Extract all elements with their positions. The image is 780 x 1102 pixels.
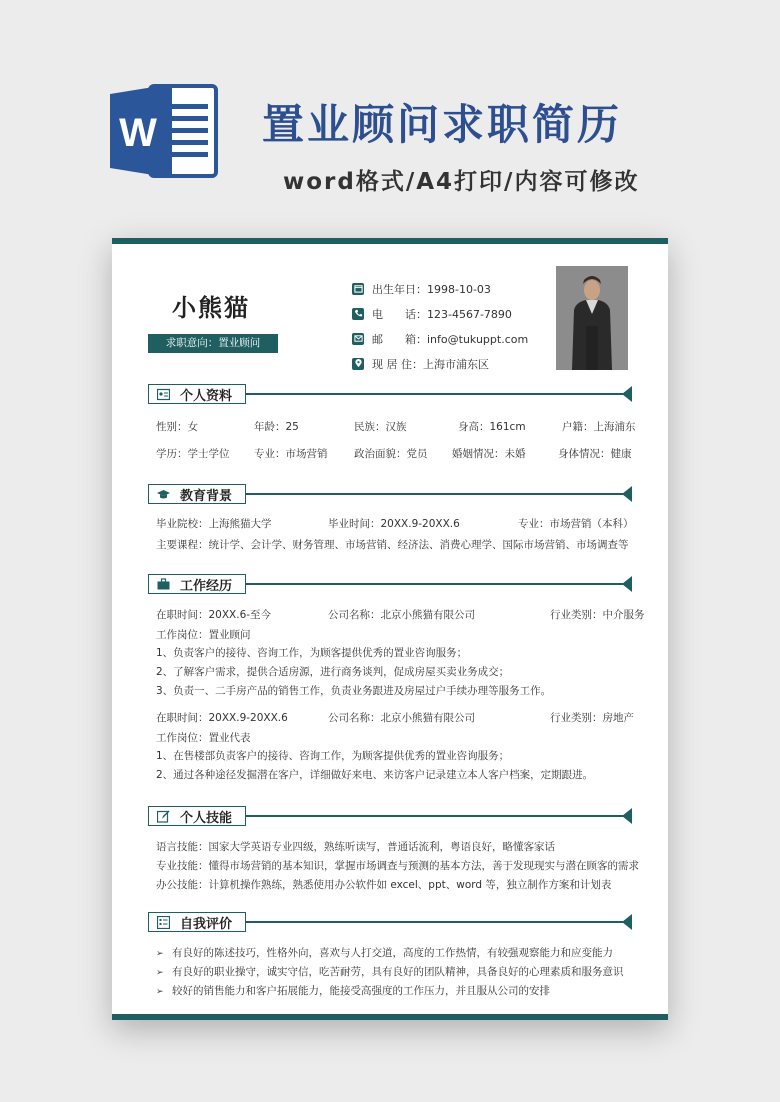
education-school: 毕业院校：上海熊猫大学: [156, 518, 272, 530]
info-email: 邮 箱：info@tukuppt.com: [372, 332, 529, 346]
evaluation-item: ➢ 较好的销售能力和客户拓展能力，能接受高强度的工作压力，并且服从公司的安排: [156, 985, 550, 997]
info-row-email: [352, 326, 528, 351]
personal-gender: 性别：女: [156, 421, 198, 433]
briefcase-icon: [157, 578, 170, 591]
section-divider: [246, 921, 624, 923]
section-divider: [246, 583, 624, 585]
arrow-bullet-icon: ➢: [156, 949, 164, 959]
personal-politics: 政治面貌：党员: [354, 448, 428, 460]
personal-marital: 婚姻情况：未婚: [452, 448, 526, 460]
phone-icon: [352, 308, 364, 320]
personal-degree: 学历：学士学位: [156, 448, 230, 460]
job1-industry: 行业类别：中介服务: [550, 609, 645, 621]
info-address: 现 居 住：上海市浦东区: [372, 357, 489, 371]
job2-time: 在职时间：20XX.9-20XX.6: [156, 712, 288, 724]
personal-ethnicity: 民族：汉族: [354, 421, 407, 433]
section-arrow: [622, 808, 632, 824]
job1-duty: 2、了解客户需求，提供合适房源，进行商务谈判，促成房屋买卖业务成交；: [156, 666, 510, 678]
document-list-icon: [157, 916, 170, 929]
section-divider: [246, 815, 624, 817]
job2-company: 公司名称：北京小熊猫有限公司: [328, 712, 475, 724]
section-work-title: 工作经历: [180, 578, 233, 594]
job2-duty: 2、通过各种途径发掘潜在客户，详细做好来电、来访客户记录建立本人客户档案，定期跟进。: [156, 769, 594, 781]
section-personal-title: 个人资料: [180, 388, 233, 404]
job1-duty: 1、负责客户的接待、咨询工作，为顾客提供优秀的置业咨询服务；: [156, 647, 468, 659]
education-major: 专业：市场营销（本科）: [518, 518, 634, 530]
banner-subtitle: word格式/A4打印/内容可修改: [283, 169, 640, 195]
section-divider: [246, 393, 624, 395]
section-evaluation-title: 自我评价: [180, 916, 233, 932]
info-row-address: [352, 351, 528, 376]
edit-icon: [157, 810, 170, 823]
arrow-bullet-icon: ➢: [156, 968, 164, 978]
section-arrow: [622, 486, 632, 502]
skill-language: 语言技能：国家大学英语专业四级，熟练听读写，普通话流利，粤语良好，略懂客家话: [156, 841, 555, 853]
section-arrow: [622, 914, 632, 930]
job1-time: 在职时间：20XX.6-至今: [156, 609, 272, 621]
svg-text:W: W: [119, 111, 157, 155]
job1-duty: 3、负责一、二手房产品的销售工作，负责业务跟进及房屋过户手续办理等服务工作。: [156, 685, 552, 697]
job2-position: 工作岗位：置业代表: [156, 732, 251, 744]
section-work-header: [148, 574, 632, 594]
word-logo-icon: [110, 82, 222, 180]
mail-icon: [352, 333, 364, 345]
evaluation-item: ➢ 有良好的职业操守，诚实守信，吃苦耐劳，具有良好的团队精神，具备良好的心理素质和服务意识: [156, 966, 624, 978]
section-divider: [246, 493, 624, 495]
section-arrow: [622, 386, 632, 402]
candidate-name: 小熊猫: [172, 294, 250, 322]
section-education-title: 教育背景: [180, 488, 233, 504]
location-icon: [352, 358, 364, 370]
personal-height: 身高：161cm: [458, 421, 526, 433]
personal-health: 身体情况：健康: [558, 448, 632, 460]
education-courses: 主要课程：统计学、会计学、财务管理、市场营销、经济法、消费心理学、国际市场营销、市场调查等: [156, 539, 629, 551]
education-time: 毕业时间：20XX.9-20XX.6: [328, 518, 460, 530]
section-evaluation-header: [148, 912, 632, 932]
job-intent-badge: 求职意向：置业顾问: [148, 334, 278, 353]
calendar-icon: [352, 283, 364, 295]
arrow-bullet-icon: ➢: [156, 987, 164, 997]
job2-duty: 1、在售楼部负责客户的接待、咨询工作，为顾客提供优秀的置业咨询服务；: [156, 750, 510, 762]
job1-company: 公司名称：北京小熊猫有限公司: [328, 609, 475, 621]
job2-industry: 行业类别：房地产: [550, 712, 634, 724]
resume-page: [112, 238, 668, 1020]
skill-office: 办公技能：计算机操作熟练，熟悉使用办公软件如 excel、ppt、word 等，独立制作方案和计划表: [156, 879, 612, 891]
banner-title: 置业顾问求职简历: [262, 100, 623, 149]
section-skills-title: 个人技能: [180, 810, 233, 826]
info-row-birth: [352, 276, 528, 301]
info-birth: 出生年日：1998-10-03: [372, 282, 491, 296]
info-phone: 电 话：123-4567-7890: [372, 307, 512, 321]
personal-age: 年龄：25: [254, 421, 299, 433]
skill-professional: 专业技能：懂得市场营销的基本知识，掌握市场调查与预测的基本方法，善于发现现实与潜在顾客的需求: [156, 860, 639, 872]
personal-hukou: 户籍：上海浦东: [562, 421, 636, 433]
contact-info-list: [352, 276, 528, 376]
profile-photo: [556, 266, 628, 370]
section-education-header: [148, 484, 632, 504]
job1-position: 工作岗位：置业顾问: [156, 629, 251, 641]
section-skills-header: [148, 806, 632, 826]
info-row-phone: [352, 301, 528, 326]
id-card-icon: [157, 388, 170, 401]
evaluation-item: ➢ 有良好的陈述技巧，性格外向，喜欢与人打交道，高度的工作热情，有较强观察能力和应变能力: [156, 947, 613, 959]
section-arrow: [622, 576, 632, 592]
personal-major: 专业：市场营销: [254, 448, 328, 460]
graduation-cap-icon: [157, 488, 170, 501]
section-personal-header: [148, 384, 632, 404]
